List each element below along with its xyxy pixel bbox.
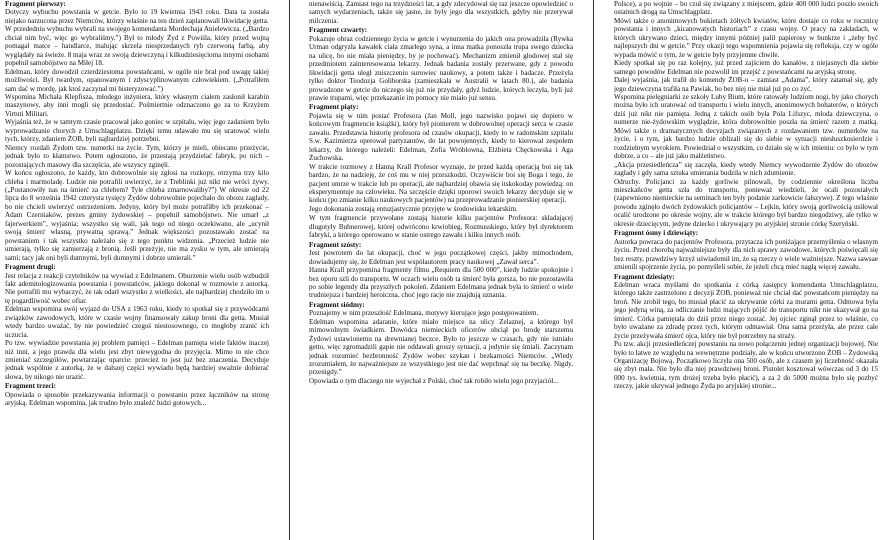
text-column-3 [614, 0, 878, 540]
text-fragment [309, 103, 573, 213]
paragraph: Edelman, który dowodził czterdziestoma powstańcami, w ogóle nie brał pod uwagę takiej możliwości. Był twardym, opanowanym i zdyscyplinowanym człowiekiem. („Potrafiłem sam dać w mordę, jak ktoś zaczynał mi histeryzować.”) [5, 67, 269, 93]
fragment-heading: Fragment siódmy: [309, 300, 365, 309]
paragraph: Dotyczy wybuchu powstania w getcie. Było to 19 kwietnia 1943 roku. Data ta została niejako narzucona przez Niemców, którzy właśnie na ten dzień zaplanowali likwidację getta. [5, 8, 269, 25]
fragment-heading: Fragment szósty: [309, 240, 362, 249]
text-column-2 [309, 0, 573, 540]
text-fragment [309, 301, 573, 386]
text-fragment [309, 0, 573, 25]
text-fragment [614, 273, 878, 391]
paragraph: Polsce), a po wojnie – bo czuł się związany z miejscem, gdzie 400 000 ludzi poszło swoich ostatnich drogą na Umschlagplatz. [614, 0, 878, 17]
column-divider [289, 0, 290, 540]
paragraph: Odruchy. Policjanci za każdy gorliwie pilnowali, by codziennie określona liczba mieszkańców getta szła do transportu, ponieważ wiedzieli, że ocali pozostałych (zapewniono niemieckie na seminach ten były podanie zarkowicie fałszywe). Z tego właśnie powodu zginęło dwóch żydowskich policjantów – Lejkin, który swoją gorliwością usiłował ocalić urodzone po okresie wojny, ale w trakcie którego był bardzo niegodziwy, ale tylko w okresie dziecięcym, jedyne dziecko i ukrywający po aryjskiej stronie córkę Szeryński. [614, 177, 878, 228]
fragment-heading: Fragment drugi: [5, 263, 56, 272]
paragraph: W tym fragmencie przywołane zostają historie kilku pacjentów Profesora: składającej dlugotyły Bubnerowej, której odwrócono krwiobieg, Rozmusskiego, który był dyrektorem fabryki, a którego operowano w stanie ostrego zawału i kilku innych osób. [309, 214, 573, 240]
column-divider [593, 0, 594, 540]
fragment-heading: Fragment pierwszy: [5, 0, 66, 8]
text-fragment [309, 241, 573, 300]
paragraph: W trakcie rozmowy z Hanną Krall Profesor wyznaje, że przed każdą operacją boi się tak bardzo, że na nadzieję, że coś mu w niej przeszkodzi. Oczywiście boi się Boga i tego, że pacjent umrze w trakcie lub po operacji, ale najbardziej obawia się itskokoday powiedzą: on eksperymentuje na człowieku. Na szczęście dzięki uporowi swoich lekarzy decyduje się w końcu (po zmianie kilku naukowych pacjentów) na przeprowadzanie pionierskiej operacji. [309, 162, 573, 205]
fragment-heading: Fragment ósmy i dziewiąty: [614, 229, 699, 238]
paragraph: Opowiada o sposobie przekazywania informacji o powstaniu przez łączników na stronę aryjską. Edelman wspomina, jak trudno było znaleźć ludzi gotowych... [5, 390, 269, 408]
paragraph: nienawiścią. Zamiast tego na trzydzieści lat, a gdy zdecydował się raz jeszcze opowiedzieć o samych wydarzeniach, także się jasne, że były jego dla wszystkich, gdyby nie przerywał milczenia. [309, 0, 573, 25]
paragraph: „Akcja przesiedleńcza” się zaczęła, kiedy wtedy Niemcy wywodzenie Żydów do obozów zagłady i gdy sama sztuka umierania budziła w nich zdumienie. [614, 160, 878, 178]
text-fragment [614, 229, 878, 271]
fragment-heading: Fragment trzeci: [5, 382, 57, 391]
text-fragment [309, 214, 573, 239]
fragment-heading: Fragment czwarty: [309, 26, 368, 35]
paragraph: Autorka powraca do pacjentów Profesora, przytacza ich poniżające przemyślenia o własnym życiu. Przed chorobą najważniejsze były dla nich sprawy zawodowe, których poświęcali się bez reszty, prawdziwy krzyż uświadomił im, że są rzeczy o wiele ważniejsze. Nazwa sawsae zmienili spojrzenie życia, po pomyśleli sobie, że jeżeli chcą mieć nagłą więcej zawału. [614, 237, 878, 272]
paragraph: Kiedy spotkał się po raz kolejny, już przed zajściem do kanałów, z niejasnych dla siebie samego powodów Edelman nie pozwolił im przejść z powstańcami na aryjską stronę. [614, 59, 878, 76]
paragraph: Opowiada o tym dlaczego nie wyjechał z Polski, choć tak robiło wielu jego przyjaciół... [309, 376, 559, 385]
paragraph: Edelman wraca myślami do spotkania z córką zasiępcy komendanta Umschlagplatzu, którego także zastrzelono z decyzji ŻOB, ponieważ nie chciał dać powstańcom pieniędzy na broń. Nie zrobił tego, bo musiał płacić za ukrywanie córki za murami getta. Odmowa była jego jedyną winą, za odliczanie ludzi mających pójść do transportu nikt nie skazywał go na śmierć. Córka pamiętała do dziś przez niego zostać. Jej ojciec zginął przez to właśnie, co było uważane za zdradę przez tych, którym odmawiał. Ona sama przeżyła, ale przez całe życie przeżywała śmierć ojca, który nie był potrzebny na straży. [614, 280, 878, 340]
paragraph: Pojawia się w nim postać Profesora (Jan Moll, jego nazwisko pojawi się dopiero w końcowym fragmencie książki), który był pionierem w dobrowolnej operacji serca w czasie zawału. Przedstawia historię profesora od czasów okupacji, kiedy to w radomskim szpitalu S.w. Kazimierza operował partyzantów, do lat powojennych, kiedy to kierował zespołem lekarzy, do którego należeli: Edelman, Zofia Wróblowna, Elżbieta Chęckowska i Aga Żuchowska. [309, 111, 573, 163]
paragraph: Mówi także o anonimowych bukietach żółtych kwiatów, które dostaje co roku w rocznicę powstania i innych „kicanowatych historiach” z czasu wojny. O pracy na zakładach, w których ukrywano dzieci, między innymi później palił papierosy w bunkrze i „żeby być najlepszych dni w getcie.” Przy okazji tego wspomnienia pojawia się refleksja, czy w ogóle wypada mówić o tym, że w getcie były przyjemne chwile. [614, 16, 878, 59]
paragraph: Po tzw. akcji przesiedleńczej powstaniu na nowo połączeniu jednej organizacji bojowej. Nie było to łatwe ze względu na wewnętrzne podziały, ale w końcu utworzono ŻOB – Żydowską Organizację Bojową. Początkowo liczyła ona 500 osób, ale z czasem jej liczebność okazała się zbyt mała. Nie było dla niej prawdziwej broni. Pistolet kosztował wówczas od 3 do 15 000 tys. kwietnia, tym drożej trzeba było płacić), a za 2 do 5000 można było się pozbyć rzeczy, jakie ukrywał jednego Żyda po aryjskiej stronie... [614, 340, 878, 391]
paragraph: Niemcy rozdali Żydom tzw. numerki na życie. Tym, którzy je mieli, obiecano przeżycie, jednak było to kłamstwo. Potem ogłoszono, że przestają przydzielać fabryk, po nich – pozostających masowy dla szczęścia, ale wszyscy zginęli. [5, 143, 269, 169]
paragraph: Jest powrotem do lat okupacji, choć w jego początkowej części, jakby mimochodem, dowiadujemy się, że Edelman jest współautorem pracy naukowej „Zawał serca”. [309, 249, 573, 266]
text-column-1 [5, 0, 269, 540]
paragraph: Edelman wspomina adaranie, które miało miejsce na ulicy Zelaznej, a którego był mimowolnym świadkiem. Dowódca niemieckich oficerów obciął po brodę starszemu Żydowi ustawionemu na drewnianej beczce. Było to jeszcze w czasach, gdy nie istniało getto, więc zgromadzili gapie nie oddawali groszy sytuacji, a jedynie się śmiali. Zaczynam jednak rozumieć bezbronność Żydów wobec szykan i bezkarności Niemców. „Wiedy zrozumiałem, że najważniejsze ze wszystkiego jest nie dać wepchnąć się na beczkę. Nigdy, przenigdy.” [309, 317, 573, 377]
paragraph: Wspomina Michała Klepfisza, młodego inżyniera, który własnym ciałem zasłonił karabin maszynowy, aby inni mogli się przedostać. Pośmiertnie odznaczono go za to Krzyżem Virtuti Militari. [5, 92, 269, 118]
paragraph: Poznajemy w nim przeszłość Edelmana, motywy kierujące jego postępowaniem. [309, 309, 539, 318]
paragraph: Edelman wspomina swój wyjazd do USA z 1963 roku, kiedy to spotkał się z przywódcami związków zawodowych, które w czasie wojny finansowały zakup broni dla getta. Musiał wtedy bardzo uważać, by nie powiedzieć czegoś niestosownego, co mogłoby zranić ich uczucia. [5, 305, 269, 339]
paragraph: Pokazuje obraz codziennego życia w getcie i wynurzenia do jakich ona prowadziła (Rywka Urman odgryzła kawałek ciała zmarłego syna, a inna matka ponoszła trupa swego dziecka na ulicę, bo nie miała pieniędzy, by je pochować). Mechanizm zmienił głodowej stał się przedmiotem zainteresowania lekarzy. Jednak badania zostały przerwane, gdy z powodu likwidacji getta uległ zniszczeniu surowiec naukowy, a potem także i badacze. Przeżyła tylko doktor Teodozja Goliborska (zamieszkała w Australii w latach 80.), ale badania prowadzone w getcie do niczego się już nie przydały, gdyż ludzie, których leczyła, byli już prawie trupami, więc przekazanie im pomocy nie miało już sensu. [309, 34, 573, 102]
paragraph: Wspomina pielęgniarki ze szkoły Luby Bium, które ratowały ludziom nogi, by jako chorych można było ich uratować od transportu i wielu innych, anonimowych bohaterów, o których dziś już nikt nie pamięta. Jedną z takich osób była Pola Lifszyc, młoda dziewczyna, o numerze nie-żydowskim wyglądzie, która dobrowolnie poszła na śmierć razem z matką. Mówi także o dramatycznych decyzjach związanych z rozdawaniem tzw. numerków na życie, i o tym, jak bardzo ludzie oblizali się do siebie w sytuacji niesłuszkosierdzie i rozdzielnym wyrokiem. Powiedział o wszystkim, co działo się w ich imieniu: co było w tym dobrze, a co – ale już jako małżeństwo. [614, 92, 878, 161]
paragraph: W przededniu wybuchu wybrali na swojego komendanta Mordechaja Anielewicza. („Bardzo chciał nim być, więc go wybraliśmy.”) Był to młody Żyd z Powiśla, który przed wojną pomagał matce – handlarce, malując skrzela niesprzedanych ryb czerwoną farbą, aby wyglądały na świeże. 8 maja wraz ze swoją dziewczyną i kilkudziesięcioma innymi osobami popełnił samobójstwo na Miłej 18. [5, 25, 269, 68]
paragraph: W końcu ogłoszono, że każdy, kto dobrowolnie się zgłosi na rozkopy, otrzyma trzy kilo chleba i marmoladę. Ludzie nie potrafili uwierzyć, że z Treblinki już nikt nie wróci żywy. („Postanowiły nas na śmierć za chlebem? Tyle chleba zmarnowaliby?”) W okresie od 22 lipca do 8 września 1942 czterysta tysięcy Żydów dobrowolnie pojechało do obozu zagłady, bo nie chcieli uwierzyć ostrzeżeniom. Jedyny, który był może potrafiłby ich przekonać – Adam Czerniaków, prezes gminy żydowskiej – popełnił samobójstwo. Nie umarł „z fajerwerkiem”, wyjaśnia; wszystko się wali, jak tego od niego oczekiwano, ale „ucynił swoją śmierć własną, prywatną sprawą.” Jednak większości pozostawało zostać na powstaniem i tak wszystko należało się z tego punktu widzenia. „Przecież ludzie nie umierają, tylko się zamierzają z bronią. Jeśli przeżyje, nie ma zysku w tym, ale umierają sami; tacy jak oni byli dumnymi, byli dumnymi i dobrze umierali.” [5, 169, 269, 262]
paragraph: Hanna Krall przypomina fragmenty filmu „Requiem dla 500 000”, kiedy ludzie spokojnie i bez oporu szli do transportu. W oczach wielu osób ta śmierć była gorsza, bo nie pozostawiła po sobie legendy dla przyszłych pokoleń. Zdaniem Edelmana jednak była to śmierć o wiele trudniejsza i bardziej heroiczna, choć jego racje nie znajdują uznania. [309, 266, 573, 300]
paragraph: Jego dokonania zostają entuzjastycznie przyjęte w środowisku lekarskim. [309, 204, 518, 213]
fragment-heading: Fragment dziesiąty: [614, 272, 675, 281]
text-fragment [614, 0, 878, 228]
text-fragment [5, 263, 269, 381]
paragraph: Jest relacja z reakcji czytelników na wywiad z Edelmanem. Oburzenie wielu osób wzbudził fakt ademitologizowania powstania i powstańców, jakiego dokonał w rozmowie z autorką. Nie potrafili mu wybaczyć, że tak odarł wszystko z wielkości, ale najbardziej chodziło im o tę pogardliwość wobec ofiar. [5, 271, 269, 305]
text-fragment [5, 382, 269, 407]
paragraph: Dalej wyjaśnia, jak trafił do komendy ŻOB-u – zamiast „Adama”, który zatamał się, gdy jego dziewczyna trafiła na Pawiak, bo bez niej nie miał już po co żyć. [614, 76, 878, 93]
text-fragment [5, 0, 269, 262]
paragraph: Wyjaśnia też, że w tamtym czasie pracował jako goniec w szpitalu, więc jego zadaniem było wyprowadzanie chorych z Umschlagplatzu. Dzięki temu udawało mu się uratować wielu tych, którzy, zdaniem ŻOB, byli najbardziej potrzebni. [5, 118, 269, 144]
paragraph: Po tzw. wywiadzie powstania jej problem pamięci – Edelman pamięta wiele faktów inaczej niż inni, a jego prawda dla wielu jest zbyt niewygodna do przyjęcia. Mimo to nie chce zmieniać szczegółów, powtarzając uparcie: przecież to jest już bez znaczenia. Decyduje jednak wspólnie z autorką, że w dalszej części wywiadu będą bardziej uważnie dobierać słowa, by nikogo nie urazić. [5, 339, 269, 381]
fragment-heading: Fragment piąty: [309, 103, 359, 112]
text-fragment [309, 26, 573, 102]
